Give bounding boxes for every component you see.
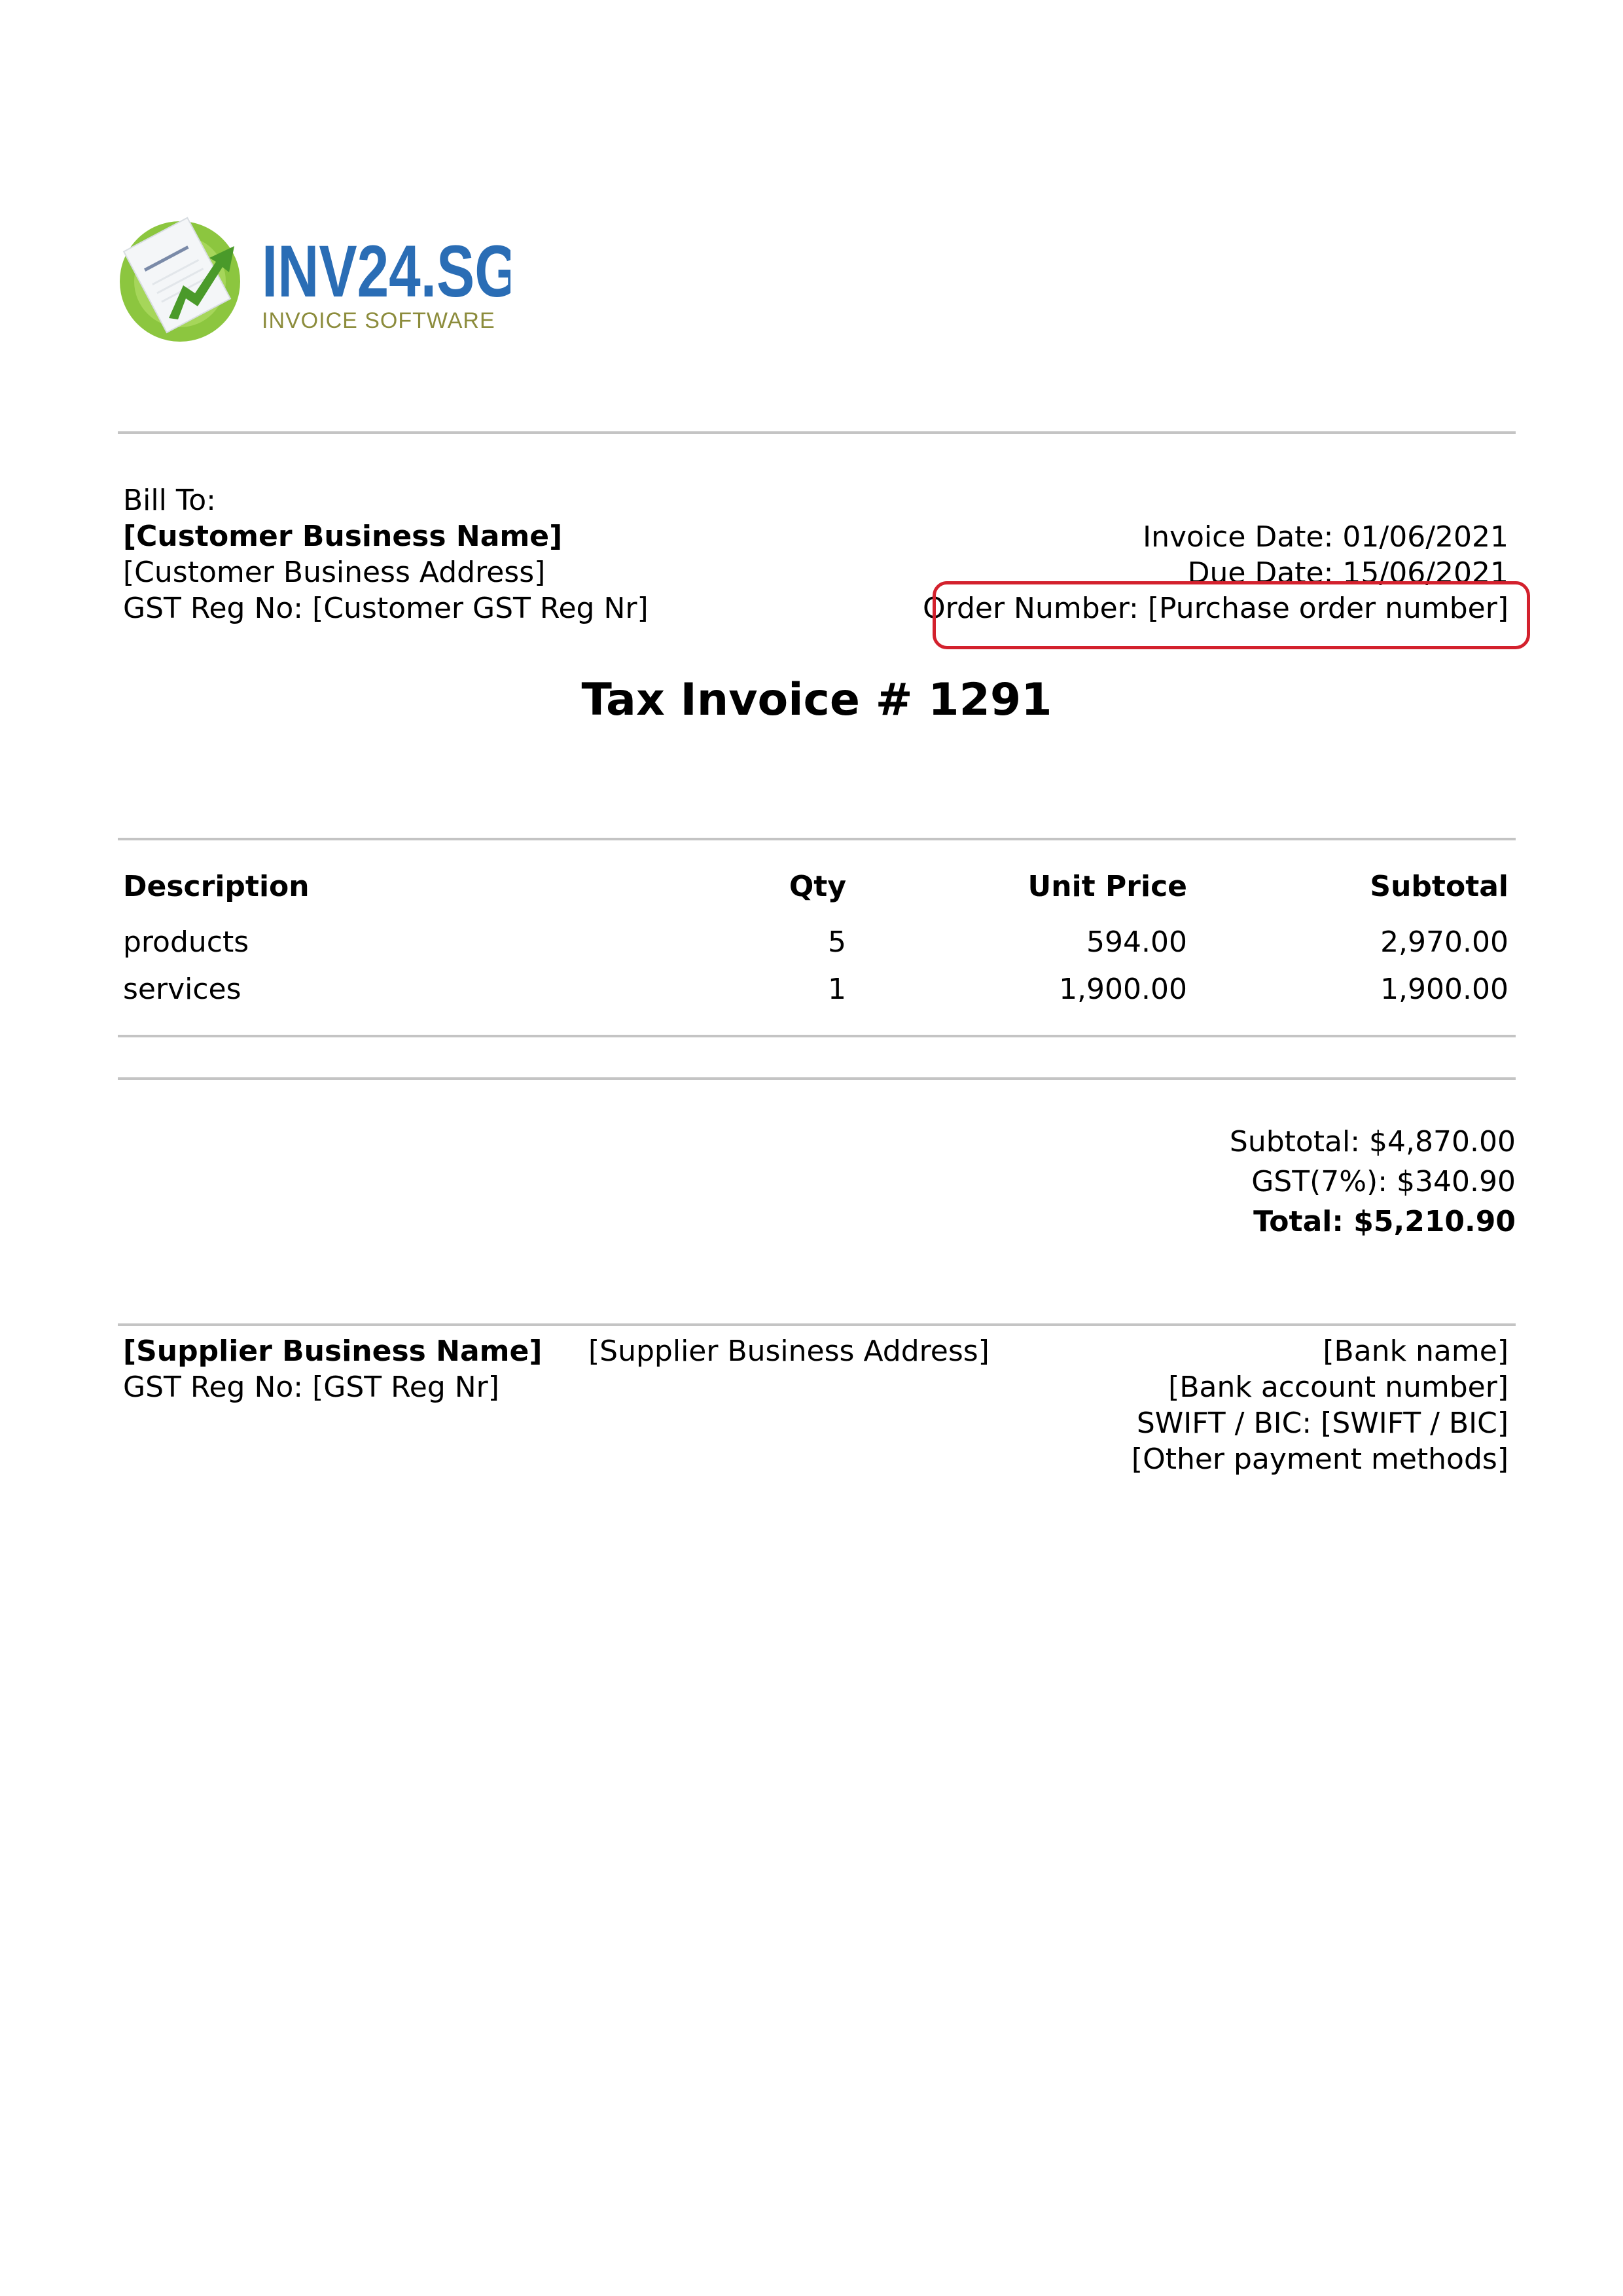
totals-subtotal: Subtotal: $4,870.00 bbox=[1229, 1125, 1516, 1158]
cell-description: services bbox=[123, 973, 241, 1006]
due-date: Due Date: 15/06/2021 bbox=[1187, 556, 1508, 590]
customer-gst: GST Reg No: [Customer GST Reg Nr] bbox=[123, 592, 649, 625]
divider bbox=[118, 1323, 1516, 1326]
customer-name: [Customer Business Name] bbox=[123, 520, 563, 553]
divider bbox=[118, 1035, 1516, 1037]
order-number: Order Number: [Purchase order number] bbox=[923, 592, 1508, 625]
cell-qty: 5 bbox=[828, 925, 846, 959]
supplier-gst: GST Reg No: [GST Reg Nr] bbox=[123, 1371, 499, 1404]
swift-bic: SWIFT / BIC: [SWIFT / BIC] bbox=[1136, 1407, 1508, 1440]
other-payment-methods: [Other payment methods] bbox=[1131, 1443, 1508, 1476]
totals-total: Total: $5,210.90 bbox=[1253, 1205, 1516, 1238]
customer-address: [Customer Business Address] bbox=[123, 556, 546, 589]
cell-unit-price: 594.00 bbox=[1086, 925, 1187, 959]
cell-qty: 1 bbox=[828, 973, 846, 1006]
svg-text:INV24.SG: INV24.SG bbox=[262, 230, 510, 313]
cell-subtotal: 1,900.00 bbox=[1380, 973, 1508, 1006]
cell-subtotal: 2,970.00 bbox=[1380, 925, 1508, 959]
divider bbox=[118, 431, 1516, 434]
svg-text:INVOICE SOFTWARE: INVOICE SOFTWARE bbox=[262, 308, 495, 333]
header-unit-price: Unit Price bbox=[1027, 870, 1187, 903]
cell-unit-price: 1,900.00 bbox=[1059, 973, 1187, 1006]
supplier-name: [Supplier Business Name] bbox=[123, 1335, 543, 1368]
header-qty: Qty bbox=[789, 870, 846, 903]
totals-gst: GST(7%): $340.90 bbox=[1251, 1165, 1516, 1198]
header-subtotal: Subtotal bbox=[1370, 870, 1508, 903]
bank-name: [Bank name] bbox=[1323, 1335, 1508, 1368]
invoice-title: Tax Invoice # 1291 bbox=[581, 674, 1052, 726]
invoice-date: Invoice Date: 01/06/2021 bbox=[1143, 520, 1508, 554]
bill-to-label: Bill To: bbox=[123, 484, 216, 517]
divider bbox=[118, 838, 1516, 840]
company-logo bbox=[118, 208, 510, 346]
highlight-box bbox=[933, 581, 1530, 649]
bank-account: [Bank account number] bbox=[1168, 1371, 1508, 1404]
divider bbox=[118, 1077, 1516, 1080]
header-description: Description bbox=[123, 870, 310, 903]
cell-description: products bbox=[123, 925, 249, 959]
supplier-address: [Supplier Business Address] bbox=[588, 1335, 990, 1368]
